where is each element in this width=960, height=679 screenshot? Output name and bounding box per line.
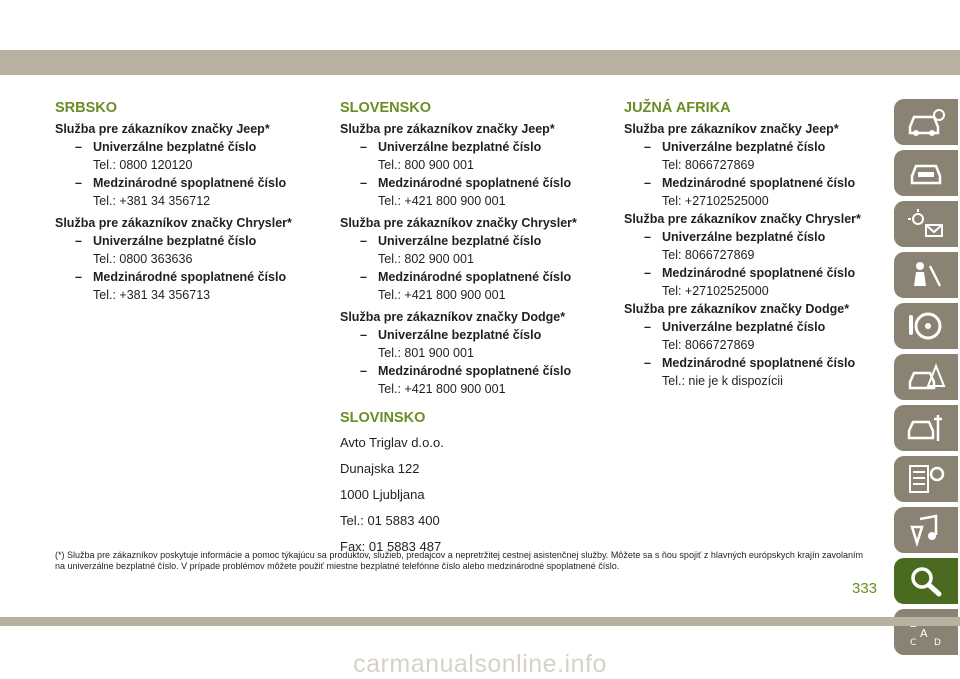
specifications-icon[interactable] [894,456,958,502]
warning-lights-icon[interactable] [894,201,958,247]
dodge-international-phone: Tel.: +421 800 900 001 [378,382,506,396]
car-dashboard-icon[interactable] [894,150,958,196]
footnote: (*) Služba pre zákazníkov poskytuje informácie a pomoc týkajúcu sa produktov, služieb, predajcov a nepretržitej cestnej asistenčnej služby. Môžete sa s ňou spojiť z hlavných európskych krajín zavolaním na univerzálne bezplatné číslo. V prípade problémov môžete použiť miestne bezplatné telefónne číslo alebo medzinárodné spoplatnené číslo. [55,550,863,571]
dodge-international-label: – Medzinárodné spoplatnené číslo [644,356,856,370]
chrysler-service-title: Služba pre zákazníkov značky Chrysler* [624,212,861,226]
dodge-international-label: – Medzinárodné spoplatnené číslo [360,364,572,378]
watermark: carmanualsonline.info [353,650,607,678]
dodge-service-title: Služba pre zákazníkov značky Dodge* [340,310,566,324]
dodge-universal-phone: Tel: 8066727869 [662,338,755,352]
jeep-international-phone: Tel: +27102525000 [662,194,769,208]
car-service-icon[interactable] [894,405,958,451]
chrysler-universal-phone: Tel: 8066727869 [662,248,755,262]
fax: Fax: 01 5883 487 [340,539,442,554]
jeep-service-title: Služba pre zákazníkov značky Jeep* [624,122,839,136]
street-address: Dunajska 122 [340,461,420,476]
page-number: 333 [852,580,878,597]
jeep-international-phone: Tel.: +421 800 900 001 [378,194,506,208]
jeep-international-phone: Tel.: +381 34 356712 [93,194,211,208]
jeep-international-label: – Medzinárodné spoplatnené číslo [360,176,572,190]
jeep-universal-label: – Univerzálne bezplatné číslo [75,140,257,154]
jeep-universal-phone: Tel: 8066727869 [662,158,755,172]
jeep-international-label: – Medzinárodné spoplatnené číslo [644,176,856,190]
jeep-universal-label: – Univerzálne bezplatné číslo [360,140,542,154]
dodge-universal-label: – Univerzálne bezplatné číslo [644,320,826,334]
car-info-icon[interactable] [894,99,958,145]
roadside-warning-icon[interactable] [894,354,958,400]
jeep-international-label: – Medzinárodné spoplatnené číslo [75,176,287,190]
chrysler-universal-phone: Tel.: 802 900 001 [378,252,474,266]
jeep-service-title: Služba pre zákazníkov značky Jeep* [55,122,270,136]
heading-srbsko: SRBSKO [55,100,118,116]
svg-text:A: A [920,627,928,640]
chrysler-service-title: Služba pre zákazníkov značky Chrysler* [55,216,292,230]
column-slovensko [340,100,610,560]
steering-wheel-icon[interactable] [894,303,958,349]
chrysler-international-phone: Tel.: +421 800 900 001 [378,288,506,302]
chrysler-international-phone: Tel: +27102525000 [662,284,769,298]
dodge-international-phone: Tel.: nie je k dispozícii [662,374,783,388]
telephone: Tel.: 01 5883 400 [340,513,440,528]
jeep-universal-phone: Tel.: 800 900 001 [378,158,474,172]
dodge-service-title: Služba pre zákazníkov značky Dodge* [624,302,850,316]
jeep-universal-label: – Univerzálne bezplatné číslo [644,140,826,154]
city-address: 1000 Ljubljana [340,487,425,502]
heading-slovinsko: SLOVINSKO [340,410,426,426]
heading-juzna-afrika: JUŽNÁ AFRIKA [624,100,731,116]
top-band [0,50,960,75]
bottom-band [0,617,960,626]
jeep-service-title: Služba pre zákazníkov značky Jeep* [340,122,555,136]
jeep-universal-phone: Tel.: 0800 120120 [93,158,193,172]
chrysler-international-label: – Medzinárodné spoplatnené číslo [644,266,856,280]
chrysler-international-label: – Medzinárodné spoplatnené číslo [360,270,572,284]
svg-text:D: D [934,638,941,648]
safety-airbag-icon[interactable] [894,252,958,298]
svg-text:C: C [910,638,917,648]
company-name: Avto Triglav d.o.o. [340,435,444,450]
slovinsko-section [340,410,610,560]
search-index-icon[interactable] [894,558,958,604]
chrysler-universal-label: – Univerzálne bezplatné číslo [360,234,542,248]
chrysler-universal-label: – Univerzálne bezplatné číslo [75,234,257,248]
chrysler-universal-phone: Tel.: 0800 363636 [93,252,193,266]
multimedia-icon[interactable] [894,507,958,553]
alphabet-index-icon[interactable] [894,609,958,655]
column-srbsko [55,100,325,304]
dodge-universal-phone: Tel.: 801 900 001 [378,346,474,360]
chapter-tabs [888,99,960,660]
column-juzna-afrika [624,100,886,390]
chrysler-universal-label: – Univerzálne bezplatné číslo [644,230,826,244]
chrysler-international-phone: Tel.: +381 34 356713 [93,288,211,302]
heading-slovensko: SLOVENSKO [340,100,432,116]
chrysler-service-title: Služba pre zákazníkov značky Chrysler* [340,216,577,230]
dodge-universal-label: – Univerzálne bezplatné číslo [360,328,542,342]
chrysler-international-label: – Medzinárodné spoplatnené číslo [75,270,287,284]
